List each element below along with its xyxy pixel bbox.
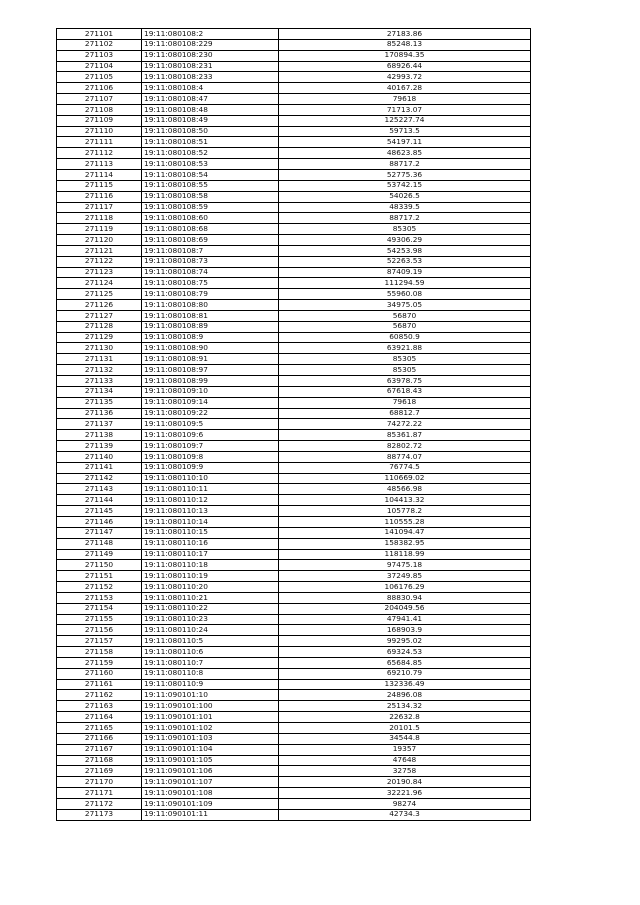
value-cell: 110555.28	[279, 516, 531, 527]
cadastral-number-cell: 19:11:080110:6	[142, 647, 279, 658]
cadastral-number-cell: 19:11:090101:107	[142, 777, 279, 788]
value-cell: 85305	[279, 354, 531, 365]
table-row	[57, 473, 531, 484]
cadastral-number-cell: 19:11:080108:81	[142, 310, 279, 321]
row-number-cell: 271128	[57, 321, 142, 332]
table-row	[57, 29, 531, 40]
cadastral-number-cell: 19:11:080110:14	[142, 516, 279, 527]
row-number-cell: 271170	[57, 777, 142, 788]
value-cell: 48623.85	[279, 148, 531, 159]
table-row	[57, 484, 531, 495]
value-cell: 40167.28	[279, 83, 531, 94]
table-row	[57, 723, 531, 734]
cadastral-number-cell: 19:11:080108:52	[142, 148, 279, 159]
cadastral-number-cell: 19:11:090101:102	[142, 723, 279, 734]
cadastral-number-cell: 19:11:090101:100	[142, 701, 279, 712]
value-cell: 52775.36	[279, 169, 531, 180]
value-cell: 132336.49	[279, 679, 531, 690]
value-cell: 48566.98	[279, 484, 531, 495]
value-cell: 88774.07	[279, 451, 531, 462]
value-cell: 34975.05	[279, 300, 531, 311]
row-number-cell: 271158	[57, 647, 142, 658]
table-row	[57, 310, 531, 321]
value-cell: 88830.94	[279, 592, 531, 603]
value-cell: 88717.2	[279, 213, 531, 224]
cadastral-number-cell: 19:11:080108:2	[142, 29, 279, 40]
cadastral-number-cell: 19:11:080110:10	[142, 473, 279, 484]
value-cell: 204049.56	[279, 603, 531, 614]
row-number-cell: 271130	[57, 343, 142, 354]
row-number-cell: 271159	[57, 657, 142, 668]
table-row	[57, 798, 531, 809]
value-cell: 25134.32	[279, 701, 531, 712]
row-number-cell: 271153	[57, 592, 142, 603]
row-number-cell: 271154	[57, 603, 142, 614]
value-cell: 158382.95	[279, 538, 531, 549]
table-row	[57, 104, 531, 115]
table-row	[57, 614, 531, 625]
table-row	[57, 256, 531, 267]
value-cell: 168903.9	[279, 625, 531, 636]
table-row	[57, 148, 531, 159]
value-cell: 87409.19	[279, 267, 531, 278]
cadastral-number-cell: 19:11:080110:16	[142, 538, 279, 549]
table-row	[57, 538, 531, 549]
cadastral-number-cell: 19:11:080108:53	[142, 159, 279, 170]
value-cell: 74272.22	[279, 419, 531, 430]
table-row	[57, 679, 531, 690]
row-number-cell: 271122	[57, 256, 142, 267]
cadastral-number-cell: 19:11:080110:5	[142, 636, 279, 647]
cadastral-number-cell: 19:11:080108:231	[142, 61, 279, 72]
cadastral-number-cell: 19:11:080108:60	[142, 213, 279, 224]
table-row	[57, 647, 531, 658]
table-row	[57, 213, 531, 224]
table-row	[57, 245, 531, 256]
row-number-cell: 271113	[57, 159, 142, 170]
cadastral-number-cell: 19:11:080108:90	[142, 343, 279, 354]
table-row	[57, 549, 531, 560]
cadastral-number-cell: 19:11:080108:4	[142, 83, 279, 94]
cadastral-number-cell: 19:11:080108:51	[142, 137, 279, 148]
cadastral-number-cell: 19:11:090101:10	[142, 690, 279, 701]
row-number-cell: 271160	[57, 668, 142, 679]
cadastral-number-cell: 19:11:080108:7	[142, 245, 279, 256]
row-number-cell: 271102	[57, 39, 142, 50]
row-number-cell: 271147	[57, 527, 142, 538]
table-row	[57, 50, 531, 61]
table-row	[57, 516, 531, 527]
table-body	[57, 29, 531, 821]
row-number-cell: 271101	[57, 29, 142, 40]
row-number-cell: 271148	[57, 538, 142, 549]
table-row	[57, 321, 531, 332]
row-number-cell: 271161	[57, 679, 142, 690]
cadastral-number-cell: 19:11:080108:74	[142, 267, 279, 278]
value-cell: 37249.85	[279, 571, 531, 582]
row-number-cell: 271135	[57, 397, 142, 408]
value-cell: 65684.85	[279, 657, 531, 668]
value-cell: 63978.75	[279, 376, 531, 387]
cadastral-number-cell: 19:11:090101:106	[142, 766, 279, 777]
value-cell: 104413.32	[279, 495, 531, 506]
table-row	[57, 527, 531, 538]
row-number-cell: 271151	[57, 571, 142, 582]
row-number-cell: 271144	[57, 495, 142, 506]
cadastral-number-cell: 19:11:080110:7	[142, 657, 279, 668]
row-number-cell: 271111	[57, 137, 142, 148]
row-number-cell: 271156	[57, 625, 142, 636]
row-number-cell: 271138	[57, 430, 142, 441]
value-cell: 106176.29	[279, 582, 531, 593]
table-row	[57, 191, 531, 202]
row-number-cell: 271115	[57, 180, 142, 191]
table-row	[57, 159, 531, 170]
cadastral-number-cell: 19:11:080108:47	[142, 94, 279, 105]
cadastral-number-cell: 19:11:080108:233	[142, 72, 279, 83]
row-number-cell: 271103	[57, 50, 142, 61]
value-cell: 85248.13	[279, 39, 531, 50]
row-number-cell: 271110	[57, 126, 142, 137]
cadastral-number-cell: 19:11:080108:68	[142, 224, 279, 235]
value-cell: 79618	[279, 397, 531, 408]
value-cell: 19357	[279, 744, 531, 755]
value-cell: 141094.47	[279, 527, 531, 538]
table-row	[57, 592, 531, 603]
cadastral-number-cell: 19:11:090101:108	[142, 788, 279, 799]
table-row	[57, 777, 531, 788]
row-number-cell: 271129	[57, 332, 142, 343]
row-number-cell: 271117	[57, 202, 142, 213]
value-cell: 20190.84	[279, 777, 531, 788]
cadastral-number-cell: 19:11:080110:17	[142, 549, 279, 560]
table-row	[57, 408, 531, 419]
table-row	[57, 701, 531, 712]
table-row	[57, 39, 531, 50]
cadastral-number-cell: 19:11:090101:101	[142, 712, 279, 723]
value-cell: 54253.98	[279, 245, 531, 256]
value-cell: 55960.08	[279, 289, 531, 300]
value-cell: 20101.5	[279, 723, 531, 734]
value-cell: 76774.5	[279, 462, 531, 473]
row-number-cell: 271168	[57, 755, 142, 766]
value-cell: 24896.08	[279, 690, 531, 701]
value-cell: 53742.15	[279, 180, 531, 191]
row-number-cell: 271162	[57, 690, 142, 701]
row-number-cell: 271109	[57, 115, 142, 126]
cadastral-number-cell: 19:11:090101:105	[142, 755, 279, 766]
row-number-cell: 271116	[57, 191, 142, 202]
row-number-cell: 271173	[57, 809, 142, 820]
table-row	[57, 94, 531, 105]
value-cell: 60850.9	[279, 332, 531, 343]
row-number-cell: 271163	[57, 701, 142, 712]
row-number-cell: 271104	[57, 61, 142, 72]
row-number-cell: 271146	[57, 516, 142, 527]
value-cell: 47648	[279, 755, 531, 766]
table-row	[57, 72, 531, 83]
row-number-cell: 271164	[57, 712, 142, 723]
table-row	[57, 126, 531, 137]
row-number-cell: 271157	[57, 636, 142, 647]
cadastral-number-cell: 19:11:080109:8	[142, 451, 279, 462]
table-row	[57, 755, 531, 766]
cadastral-number-cell: 19:11:080110:18	[142, 560, 279, 571]
table-row	[57, 180, 531, 191]
value-cell: 54026.5	[279, 191, 531, 202]
row-number-cell: 271108	[57, 104, 142, 115]
value-cell: 98274	[279, 798, 531, 809]
table-row	[57, 560, 531, 571]
row-number-cell: 271126	[57, 300, 142, 311]
cadastral-number-cell: 19:11:080110:21	[142, 592, 279, 603]
value-cell: 69210.79	[279, 668, 531, 679]
value-cell: 79618	[279, 94, 531, 105]
table-row	[57, 809, 531, 820]
cadastral-number-cell: 19:11:080109:5	[142, 419, 279, 430]
table-row	[57, 224, 531, 235]
row-number-cell: 271141	[57, 462, 142, 473]
value-cell: 170894.35	[279, 50, 531, 61]
cadastral-number-cell: 19:11:080108:49	[142, 115, 279, 126]
row-number-cell: 271145	[57, 506, 142, 517]
table-row	[57, 300, 531, 311]
table-row	[57, 115, 531, 126]
cadastral-number-cell: 19:11:080108:230	[142, 50, 279, 61]
table-row	[57, 712, 531, 723]
value-cell: 56870	[279, 310, 531, 321]
data-table	[56, 28, 531, 821]
cadastral-number-cell: 19:11:080110:11	[142, 484, 279, 495]
row-number-cell: 271155	[57, 614, 142, 625]
table-row	[57, 83, 531, 94]
cadastral-number-cell: 19:11:080110:15	[142, 527, 279, 538]
table-row	[57, 495, 531, 506]
table-row	[57, 788, 531, 799]
table-row	[57, 636, 531, 647]
cadastral-number-cell: 19:11:080109:6	[142, 430, 279, 441]
value-cell: 125227.74	[279, 115, 531, 126]
cadastral-number-cell: 19:11:080108:89	[142, 321, 279, 332]
cadastral-number-cell: 19:11:080108:79	[142, 289, 279, 300]
value-cell: 42993.72	[279, 72, 531, 83]
table-row	[57, 744, 531, 755]
cadastral-number-cell: 19:11:080110:8	[142, 668, 279, 679]
table-row	[57, 397, 531, 408]
value-cell: 88717.2	[279, 159, 531, 170]
value-cell: 59713.5	[279, 126, 531, 137]
table-row	[57, 451, 531, 462]
value-cell: 118118.99	[279, 549, 531, 560]
value-cell: 48339.5	[279, 202, 531, 213]
value-cell: 34544.8	[279, 733, 531, 744]
table-row	[57, 137, 531, 148]
value-cell: 27183.86	[279, 29, 531, 40]
value-cell: 71713.07	[279, 104, 531, 115]
row-number-cell: 271120	[57, 235, 142, 246]
row-number-cell: 271118	[57, 213, 142, 224]
value-cell: 85305	[279, 224, 531, 235]
row-number-cell: 271132	[57, 365, 142, 376]
value-cell: 42734.3	[279, 809, 531, 820]
cadastral-number-cell: 19:11:090101:11	[142, 809, 279, 820]
cadastral-number-cell: 19:11:080108:229	[142, 39, 279, 50]
value-cell: 49306.29	[279, 235, 531, 246]
value-cell: 54197.11	[279, 137, 531, 148]
table-row	[57, 462, 531, 473]
table-row	[57, 202, 531, 213]
table-row	[57, 430, 531, 441]
cadastral-number-cell: 19:11:080108:9	[142, 332, 279, 343]
row-number-cell: 271124	[57, 278, 142, 289]
cadastral-number-cell: 19:11:080109:10	[142, 386, 279, 397]
table-row	[57, 343, 531, 354]
cadastral-number-cell: 19:11:080110:24	[142, 625, 279, 636]
table-row	[57, 733, 531, 744]
cadastral-number-cell: 19:11:080110:22	[142, 603, 279, 614]
table-row	[57, 376, 531, 387]
cadastral-number-cell: 19:11:080108:50	[142, 126, 279, 137]
table-row	[57, 61, 531, 72]
row-number-cell: 271127	[57, 310, 142, 321]
cadastral-number-cell: 19:11:080108:69	[142, 235, 279, 246]
value-cell: 67618.43	[279, 386, 531, 397]
cadastral-number-cell: 19:11:080108:80	[142, 300, 279, 311]
row-number-cell: 271149	[57, 549, 142, 560]
table-row	[57, 354, 531, 365]
row-number-cell: 271137	[57, 419, 142, 430]
cadastral-number-cell: 19:11:080109:9	[142, 462, 279, 473]
row-number-cell: 271152	[57, 582, 142, 593]
table-row	[57, 441, 531, 452]
cadastral-number-cell: 19:11:080110:20	[142, 582, 279, 593]
value-cell: 68812.7	[279, 408, 531, 419]
cadastral-number-cell: 19:11:080109:7	[142, 441, 279, 452]
value-cell: 22632.8	[279, 712, 531, 723]
table-row	[57, 289, 531, 300]
cadastral-number-cell: 19:11:080108:59	[142, 202, 279, 213]
table-row	[57, 668, 531, 679]
row-number-cell: 271140	[57, 451, 142, 462]
value-cell: 56870	[279, 321, 531, 332]
row-number-cell: 271112	[57, 148, 142, 159]
row-number-cell: 271107	[57, 94, 142, 105]
cadastral-number-cell: 19:11:080110:19	[142, 571, 279, 582]
row-number-cell: 271171	[57, 788, 142, 799]
table-row	[57, 625, 531, 636]
value-cell: 111294.59	[279, 278, 531, 289]
table-row	[57, 571, 531, 582]
value-cell: 69324.53	[279, 647, 531, 658]
cadastral-number-cell: 19:11:080108:48	[142, 104, 279, 115]
table-row	[57, 582, 531, 593]
cadastral-number-cell: 19:11:080108:91	[142, 354, 279, 365]
row-number-cell: 271172	[57, 798, 142, 809]
row-number-cell: 271169	[57, 766, 142, 777]
row-number-cell: 271106	[57, 83, 142, 94]
value-cell: 85305	[279, 365, 531, 376]
cadastral-number-cell: 19:11:080109:14	[142, 397, 279, 408]
cadastral-number-cell: 19:11:080108:97	[142, 365, 279, 376]
row-number-cell: 271136	[57, 408, 142, 419]
value-cell: 63921.88	[279, 343, 531, 354]
cadastral-number-cell: 19:11:080110:9	[142, 679, 279, 690]
table-row	[57, 278, 531, 289]
row-number-cell: 271142	[57, 473, 142, 484]
cadastral-number-cell: 19:11:080110:13	[142, 506, 279, 517]
value-cell: 85361.87	[279, 430, 531, 441]
cadastral-number-cell: 19:11:090101:104	[142, 744, 279, 755]
row-number-cell: 271143	[57, 484, 142, 495]
value-cell: 32758	[279, 766, 531, 777]
table-row	[57, 332, 531, 343]
table-row	[57, 267, 531, 278]
row-number-cell: 271121	[57, 245, 142, 256]
cadastral-number-cell: 19:11:080110:12	[142, 495, 279, 506]
cadastral-number-cell: 19:11:080108:58	[142, 191, 279, 202]
value-cell: 82802.72	[279, 441, 531, 452]
table-row	[57, 603, 531, 614]
value-cell: 47941.41	[279, 614, 531, 625]
cadastral-number-cell: 19:11:080108:75	[142, 278, 279, 289]
table-row	[57, 419, 531, 430]
value-cell: 97475.18	[279, 560, 531, 571]
row-number-cell: 271133	[57, 376, 142, 387]
table-row	[57, 657, 531, 668]
row-number-cell: 271131	[57, 354, 142, 365]
row-number-cell: 271166	[57, 733, 142, 744]
row-number-cell: 271105	[57, 72, 142, 83]
cadastral-number-cell: 19:11:090101:109	[142, 798, 279, 809]
row-number-cell: 271119	[57, 224, 142, 235]
cadastral-number-cell: 19:11:080109:22	[142, 408, 279, 419]
value-cell: 52263.53	[279, 256, 531, 267]
table-row	[57, 169, 531, 180]
row-number-cell: 271114	[57, 169, 142, 180]
value-cell: 68926.44	[279, 61, 531, 72]
table-row	[57, 506, 531, 517]
table-row	[57, 766, 531, 777]
row-number-cell: 271125	[57, 289, 142, 300]
row-number-cell: 271167	[57, 744, 142, 755]
row-number-cell: 271165	[57, 723, 142, 734]
row-number-cell: 271150	[57, 560, 142, 571]
cadastral-number-cell: 19:11:090101:103	[142, 733, 279, 744]
value-cell: 32221.96	[279, 788, 531, 799]
cadastral-number-cell: 19:11:080110:23	[142, 614, 279, 625]
row-number-cell: 271123	[57, 267, 142, 278]
row-number-cell: 271134	[57, 386, 142, 397]
table-row	[57, 235, 531, 246]
value-cell: 105778.2	[279, 506, 531, 517]
table-row	[57, 386, 531, 397]
row-number-cell: 271139	[57, 441, 142, 452]
cadastral-number-cell: 19:11:080108:99	[142, 376, 279, 387]
table-row	[57, 690, 531, 701]
table-row	[57, 365, 531, 376]
cadastral-number-cell: 19:11:080108:73	[142, 256, 279, 267]
value-cell: 110669.02	[279, 473, 531, 484]
value-cell: 99295.02	[279, 636, 531, 647]
cadastral-number-cell: 19:11:080108:54	[142, 169, 279, 180]
cadastral-number-cell: 19:11:080108:55	[142, 180, 279, 191]
